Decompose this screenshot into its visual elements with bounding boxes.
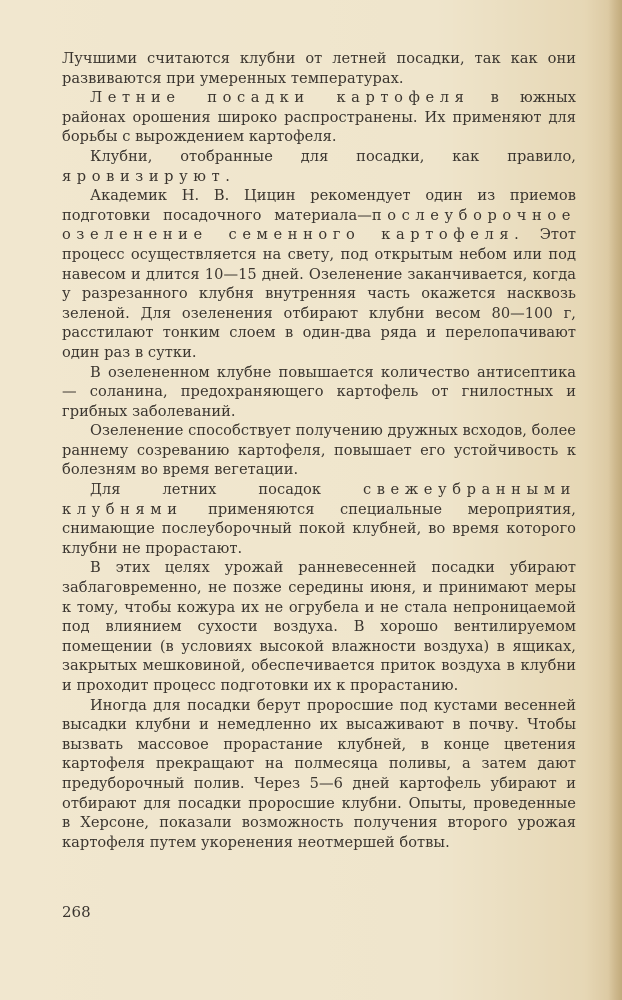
text-run: Для летних посадок xyxy=(90,481,363,499)
paragraph xyxy=(62,49,576,88)
emphasized-text: послеуборочное озеленение семенного картофеля. xyxy=(62,206,576,244)
paragraph xyxy=(62,421,576,480)
emphasized-text: свежеубранными клубнями xyxy=(62,481,576,518)
paragraph xyxy=(62,186,576,362)
paragraph xyxy=(62,480,576,558)
text-run: Озеленение способствует получению дружных всходов, более раннему созреванию картофеля, повышает его устойчивость к болезням во время вегетации. xyxy=(62,422,576,479)
page-spine-shadow xyxy=(608,0,622,1000)
paragraph xyxy=(62,88,576,147)
paragraph xyxy=(62,696,576,853)
paragraph xyxy=(62,147,576,186)
paragraph xyxy=(62,558,576,695)
body-text xyxy=(62,49,576,852)
text-run: Этот процесс осуществляется на свету, под открытым небом или под навесом и длится 10—15 дней. Озеленение заканчивается, когда у разрезанного клубня внутренняя часть окажется насквозь зеленой. Для озеленения отбирают клубни весом 80—100 г, расстилают тонким слоем в один-два ряда и перелопачивают один раз в сутки. xyxy=(62,226,576,361)
text-run: в южных районах орошения широко распространены. Их применяют для борьбы с вырождением картофеля. xyxy=(62,89,576,146)
text-run: Клубни, отобранные для посадки, как правило, xyxy=(90,147,576,165)
text-run: В этих целях урожай ранневесенней посадки убирают заблаговременно, не позже середины июня, и принимают меры к тому, чтобы кожура их не огрубела и не стала непроницаемой под влиянием сухости воздуха. В хорошо вентилируемом помещении (в условиях высокой влажности воздуха) в ящиках, закрытых мешковиной, обеспечивается приток воздуха в клубни и проходит процесс подготовки их к прорастанию. xyxy=(62,559,576,694)
text-run: Лучшими считаются клубни от летней посадки, так как они развиваются при умеренных температурах. xyxy=(62,50,576,87)
paragraph xyxy=(62,363,576,422)
text-run: Академик Н. В. Цицин рекомендует один из приемов подготовки посадочного материала— xyxy=(62,187,576,224)
page-number: 268 xyxy=(62,903,91,921)
text-run: применяются специальные мероприятия, снимающие послеуборочный покой клубней, во время которого клубни не прорастают. xyxy=(62,500,576,557)
text-run: В озелененном клубне повышается количество антисептика— соланина, предохраняющего картофель от гнилостных и грибных заболеваний. xyxy=(62,363,576,420)
text-run: Иногда для посадки берут проросшие под кустами весенней высадки клубни и немедленно их высаживают в почву. Чтобы вызвать массовое прорастание клубней, в конце цветения картофеля прекращают на полмесяца поливы, а затем дают предуборочный полив. Через 5—6 дней картофель убирают и отбирают для посадки проросшие клубни. Опыты, проведенные в Херсоне, показали возможность получения второго урожая картофеля путем укоренения неотмершей ботвы. xyxy=(62,696,576,851)
emphasized-text: Летние посадки картофеля xyxy=(90,89,470,107)
emphasized-text: яровизируют. xyxy=(62,167,236,185)
